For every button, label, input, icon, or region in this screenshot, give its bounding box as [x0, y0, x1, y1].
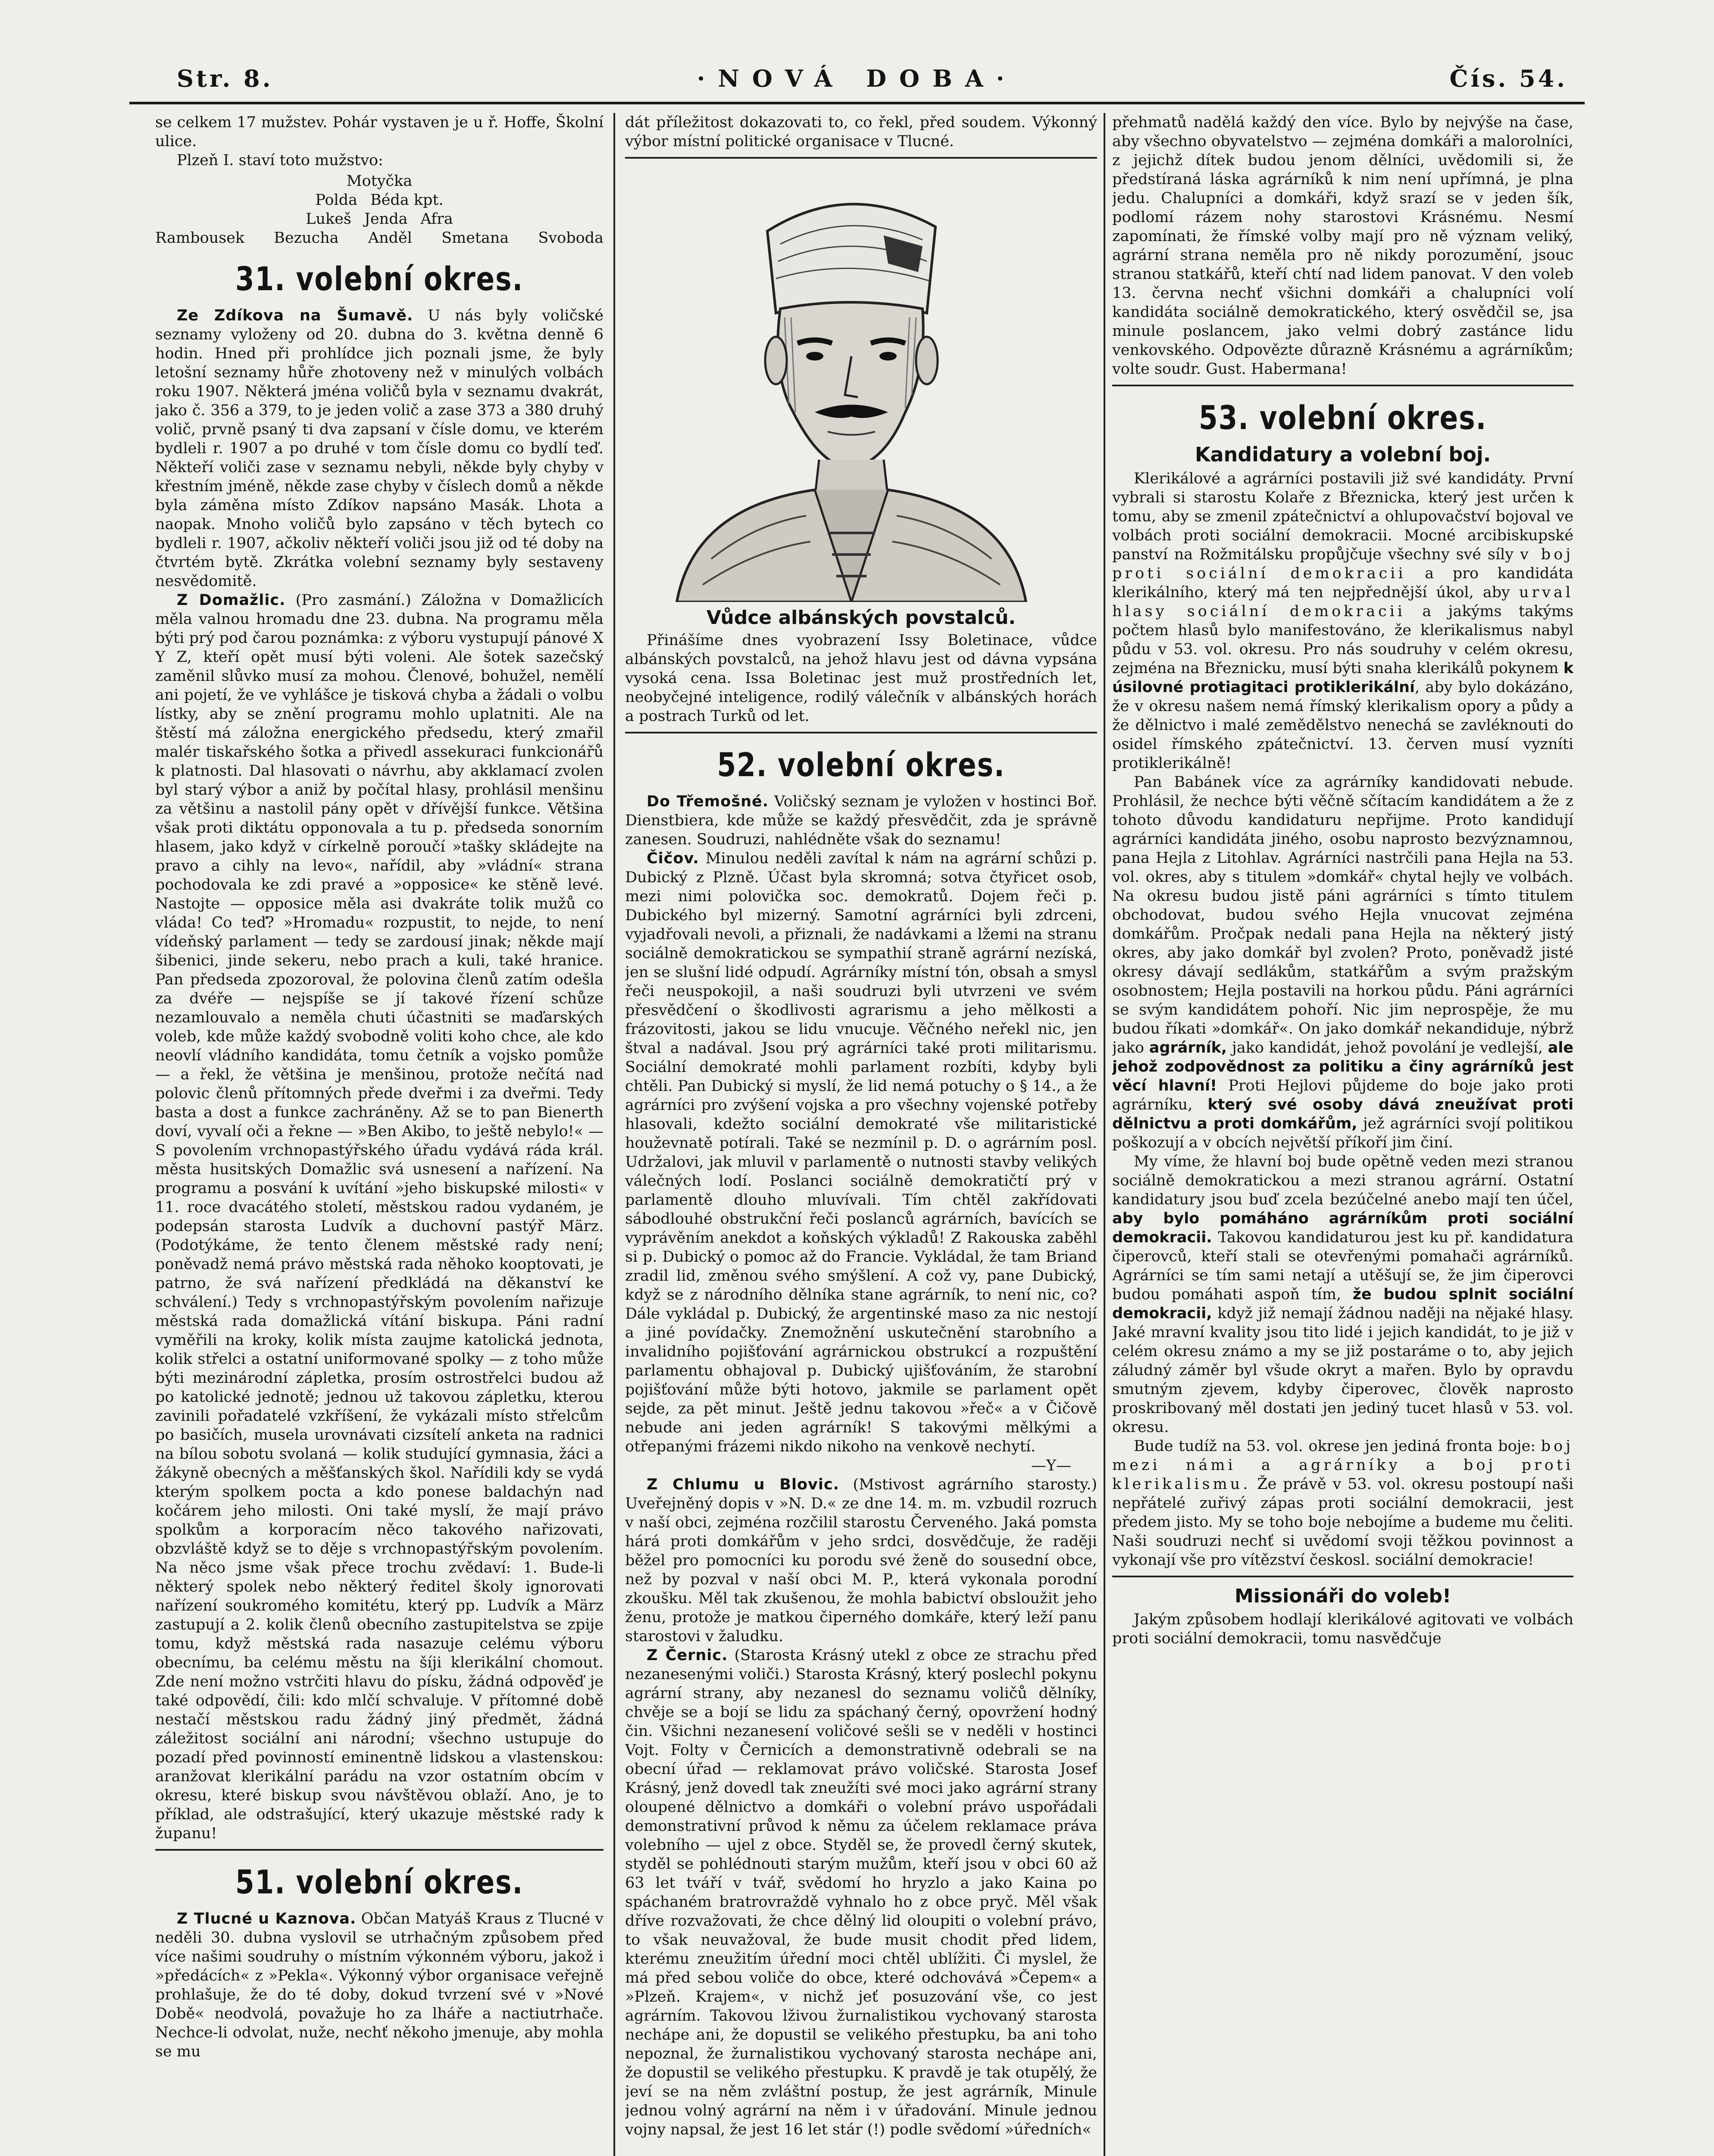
text: a jakýms takýms počtem hlasů bylo manifestováno, že klerikalismus nabyl půdu v 53. vol. okresu. Pro nás soudruhy v celém okresu, zejména na Březnicku, musí býti snaha klerikálů pokynem [1112, 603, 1573, 677]
column-2 [625, 113, 1097, 2156]
text: Že právě v 53. vol. okresu postoupí naši nepřátelé zuřivý zápas proti sociální demokracii, jest předem jisto. My se toho boje nebojíme a budeme mu čeliti. Naši soudruzi nechť si uvědomí svoji těžkou povinnost a vykonají vše pro vítězství českosl. sociální demokracie! [1112, 1476, 1573, 1569]
text: , aby bylo dokázáno, že v okresu našem nemá římský klerikalism opory a půdy a že dělnictvo i malé zemědělstvo nenechá se zavléknouti do osidel římského zpátečnictví. 13. červen musí vyzníti protiklerikálně! [1112, 679, 1573, 772]
article-text: Občan Matyáš Kraus z Tlucné v neděli 30. dubna vyslovil se utrhačným způsobem před více našimi soudruhy o místním výkonném výboru, jakož i »předácích« z »Pekla«. Výkonný výbor organisace veřejně prohlašuje, že do té doby, dokud tvrzení své v »Nové Době« neodvolá, považuje ho za lháře a nactiutrhače. Nechce-li odvolat, nuže, nechť někoho jmenuje, aby mohla se mu [155, 1910, 604, 2060]
article-paragraph [1112, 1152, 1573, 1437]
team-lineup [155, 172, 604, 248]
player: Béda kpt. [370, 191, 444, 209]
player: Jenda [364, 210, 408, 228]
player: Smetana [441, 229, 509, 247]
portrait-caption: Vůdce albánských povstalců. [706, 607, 1016, 629]
player: Afra [420, 210, 453, 228]
divider [1112, 1576, 1573, 1577]
divider [625, 732, 1097, 733]
dateline: Čičov. [647, 850, 699, 867]
dateline: Z Černic. [647, 1647, 728, 1664]
article-paragraph [1112, 773, 1573, 1152]
spaced-text: v boj proti sociální demokracii [1112, 546, 1573, 582]
dateline: Ze Zdíkova na Šumavě. [177, 307, 413, 324]
signature: —Y— [1031, 1457, 1071, 1474]
text: Proti Hejlovi půjdeme do boje jako proti agrárníku, [1112, 1077, 1573, 1113]
column-divider [1104, 113, 1105, 2156]
section-subheading: Kandidatury a volební boj. [1195, 443, 1491, 466]
text: když již nemají žádnou naději na nějaké hlasy. Jaké mravní kvality jsou tito lidé i jejich kandidát, to je již v celém okresu známo a my se již postaráme o to, aby jejich záludný záměr byl všude okryt a mařen. Bylo by opravdu smutným zjevem, kdyby čiperovec, člověk naprosto proskribovaný měl dostati jen jediný tucet hlasů v 53. vol. okresu. [1112, 1305, 1573, 1436]
dateline: Z Chlumu u Blovic. [647, 1476, 839, 1493]
header-rule [129, 102, 1585, 104]
football-intro: se celkem 17 mužstev. Pohár vystaven je u ř. Hoffe, Školní ulice. [155, 114, 604, 150]
article-text: přehmatů nadělá každý den více. Bylo by nejvýše na čase, aby všechno obyvatelstvo — zejména domkáři a malorolníci, z jejichž dítek budou jenom dělníci, uvědomili si, že předstíraná láska agrárníků k nim není upřímná, je plna jedu. Chalupníci a domkáři, když srazí se v jeden šík, podlomí rázem nohy starostovi Krásnému. Nesmí zapomínati, že římské volby mají pro ně význam veliký, agrární strana neměla pro ně nikdy porozumění, jsouc stranou statkářů, kteří chtí nad lidem panovat. V den voleb 13. června nechť všichni domkáři a chalupníci volí kandidáta sociálně demokratického, který osvědčil se, jsa minule poslancem, jako velmi dobrý zastánce lidu venkovského. Odpovězte důrazně Krásnému a agrárníkům; volte soudr. Gust. Habermana! [1112, 114, 1573, 378]
dateline: Do Třemošné. [647, 793, 769, 810]
text: a pro kandidáta klerikálního, který má ten nejpřednější úkol, aby [1112, 565, 1573, 601]
text: Pan Babánek více za agrárníky kandidovati nebude. Prohlásil, že nechce býti věčně sčítacím kandidátem a že z tohoto důvodu kandidaturu nepřijme. Proto kandidují agrárníci kandidáta jiného, osobu naprosto bezvýznamnou, pana Hejla z Litohlav. Agrárníci nastrčili pana Hejla na 53. vol. okres, aby s titulem »domkář« chytal hejly ve volbách. Na okresu budou jistě páni agrárníci s tímto titulem obchodovat, budou svého Hejla vnucovat zejména domkářům. Pročpak nedali pana Hejla na některý jistý okres, aby jako domkář byl zvolen? Proto, poněvadž jisté okresy dávají sedlákům, statkářům a svým pražským osobnostem; Hejla postavili na horkou půdu. Páni agrárníci se svým kandidátem pohoří. Nic jim neprospěje, že mu budou říkati »domkář«. On jako domkář nekandiduje, nýbrž jako [1112, 774, 1573, 1056]
article-text: U nás byly voličské seznamy vyloženy od 20. dubna do 3. května denně 6 hodin. Hned při prohlídce jich poznali jsme, že byly letošní seznamy hůře zhotoveny než v minulých volbách roku 1907. Některá jména voličů byla v seznamu dvakrát, jako č. 356 a 379, to je jeden volič a zase 373 a 380 druhý volič, prvně psaný ti dva zapsaní v čísle domu, ve kterém bydleli r. 1907 a po druhé v tom čísle domu co bydlí teď. Někteří voliči zase v seznamu nebyli, někde byly chyby v křestním jméně, někde zase chyby v číslech domů a někde byla záměna místo Zdíkov napsáno Masák. Lhota a naopak. Mnoho voličů bylo zapsáno v těch bytech co bydleli r. 1907, ačkoliv někteří voliči jsou již od té doby na čtvrtém bytě. Zkrátka volební seznamy byly sestaveny nesvědomitě. [155, 307, 604, 590]
column-divider [613, 113, 615, 2156]
player: Svoboda [538, 229, 604, 247]
bold-text: aby bylo pomáháno agrárníkům proti sociální demokracii. [1112, 1210, 1573, 1246]
page-number: Str. 8. [177, 65, 273, 92]
article-text: dát příležitost dokazovati to, co řekl, před soudem. Výkonný výbor místní politické organisace v Tlucné. [625, 114, 1097, 150]
bold-text: ale jehož zodpovědnost za politiku a činy agrárníků jest věcí hlavní! [1112, 1039, 1573, 1094]
bold-text: k úsilovné protiagitaci protiklerikální [1112, 660, 1573, 696]
player: Lukeš [306, 210, 351, 228]
bold-text: že budou splnit sociální demokracii, [1112, 1286, 1573, 1322]
divider [625, 157, 1097, 159]
article-heading: Missionáři do voleb! [1234, 1585, 1451, 1607]
section-heading-51: 51. volební okres. [235, 1863, 524, 1901]
player: Polda [315, 191, 358, 209]
divider [1112, 385, 1573, 386]
article-text: Jakým způsobem hodlají klerikálové agitovati ve volbách proti sociální demokracii, tomu nasvědčuje [1112, 1611, 1573, 1647]
section-heading-52: 52. volební okres. [717, 746, 1005, 784]
article-text: Voličský seznam je vyložen v hostinci Boř. Dienstbiera, kde může se každý přesvědčit, zda je správně zanesen. Soudruzi, nahlédněte však do seznamu! [625, 793, 1097, 848]
article-paragraph [1112, 469, 1573, 773]
article-text: (Pro zasmání.) Záložna v Domažlicích měla valnou hromadu dne 23. dubna. Na programu měla býti prý pod čarou poznámka: z výboru vystupují pánové X Y Z, kteří opět musí býti voleni. Ale šotek sazečský zaměnil slůvko musí za mohou. Členové, bohužel, nemělí ani pojetí, že ve vyhlášce je tisková chyba a žádali o volbu lístky, aby se znění programu mohlo uplatniti. Ale na štěstí má záložna energického předsedu, který zmařil malér tiskařského šotka a přivedl assekuraci funkcionářů k platnosti. Dal hlasovati o návrhu, aby akklamací zvolen byl starý výbor a aniž by počítal hlasy, prohlásil menšinu za většinu a nastolil pány opět v dřívější funkce. Většina však proti diktátu opponovala a tu p. předseda sonorním hlasem, jako když v církelně poroučí »tašky skládejte na pravo a cihly na levo«, nařídil, aby »vládní« strana pochodovala ke zdi pravé a »opposice« ke stěně levé. Nastojte — opposice měla asi dvakráte tolik mužů co vláda! Co teď? »Hromadu« rozpustit, to nejde, to není vídeňský parlament — tedy se zardousí jinak; někde mají šibenici, jinde sekeru, nebo prach a kuli, také hranice. Pan předseda zpozoroval, že polovina členů zatím odešla za dvéře — nejspíše se jí takové řízení schůze nezamlouvalo a neměla chuti účastniti se maďarských voleb, kde může každý svobodně voliti koho chce, ale kdo neovlí vládního kandidáta, tomu četník a vojsko pomůže — a řekl, že většina je menšinou, protože nečítá nad polovic členů přítomných přede dveřmi i za dveřmi. Tedy basta a dost a funkce zachráněny. Až se to pan Bienerth doví, vyvalí oči a řekne — »Ben Akibo, to ještě nebylo!« — S povolením vrchnopastýřského úřadu vydává ráda král. města husitských Domažlic svá usnesení a nařízení. Na programu a posvání k uvítání »jeho biskupské milosti« v 11. roce dvacátého století, městskou radou vydaném, je podepsán starosta Ludvík a duchovní pastýř März. (Podotýkáme, že tento členem městské rady není; poněvadž nemá právo městská rada něhoko kooptovati, je patrno, že svá nařízení předkládá na děkanství ke schválení.) Tedy s vrchnopastýřským povolením nařizuje městská rada domažlická vítání biskupa. Páni radní vyměřili na kroky, kolik místa zaujme katolická jednota, kolik střelci a ostatní uniformované spolky — z toho může býti mezinárodní zápletka, prosím ostrostřelci budou až po katolické jednotě; jednou už takovou zápletku, kterou zavinili pořadatelé vzkříšení, že vykázali místo střelcům po basičích, musela urovnávati cizsítelí anketa na radnici na bílou sobotu svolaná — kolik studující gymnasia, žáci a žákyně obecných a měšťanských škol. Nařídili kdy se vydá kterým spolkem pocta a kdo ponese baldachýn nad kočárem jeho milosti. Oni také myslí, že mají právo spolkům a korporacím něco takového nařizovati, obzvláště když se to děje s vrchnopastýřským povolením. Na něco jsme však přece trochu zvědaví: 1. Bude-li některý spolek nebo některý ředitel školy ignorovati nařízení soukromého komitétu, který pp. Ludvík a März zastupují a 2. kolik členů obecního zastupitelstva se zpije tomu, když městská rada nasazuje celému výboru obecnímu, ba celému městu na šíji klerikální chomout. Zde není možno vstrčiti hlavu do písku, žádná odpověď je také odpovědí, čili: kdo mlčí schvaluje. V přítomné době nestačí městskou radu žádný jiný předmět, žádná záležitost sociální ani národní; všechno ustupuje do pozadí před povinností eminentně lidskou a vlastenskou: aranžovat klerikální parádu na vzor ostatním obcím v okresu, které biskup svou návštěvou oblaží. Ano, je to příklad, ale odstrašující, který ukazuje městské rady k županu! [155, 592, 604, 1842]
plzen-team-intro: Plzeň I. staví toto mužstvo: [177, 152, 383, 169]
player: Bezucha [274, 229, 339, 247]
section-heading-53: 53. volební okres. [1198, 398, 1487, 437]
spaced-text: urval hlasy sociální demokracii [1112, 584, 1573, 620]
portrait-illustration [625, 171, 1078, 602]
dateline: Z Domažlic. [177, 592, 286, 609]
text: Klerikálové a agrárníci postavili již své kandidáty. První vybrali si starostu Kolaře z Březnicka, který jest určen k tomu, aby se zmenil zpátečnictví a ohlupovačství bojoval ve volbách proti sociální demokracii. Mocné arcibiskupské panství na Rožmitálsku propůjčuje všechny své síly [1112, 470, 1573, 563]
article-text: (Mstivost agrárního starosty.) Uveřejněný dopis v »N. D.« ze dne 14. m. m. vzbudil rozruch v naší obci, zejména rozčilil starostu Červeného. Jaká pomsta hárá proti domkářům v jeho srdci, dosvědčuje, že raději běžel pro pomocníci ku porodu své ženě do sousední obce, než by pozval v naší obci M. P., která vykonala porodní zkoušku. Měl tak zkušenou, že mohla babictví obsloužit jeho ženu, protože je matkou čiperného domkáře, který leží panu starostovi v žaludku. [625, 1476, 1097, 1645]
text: Takovou kandidaturou jest ku př. kandidatura čiperovců, kteří stali se otevřenými pomahači agrárníků. Agrárníci se tím sami netají a utěšují se, že jim čiperovci budou pomáhati aspoň tím, [1112, 1229, 1573, 1303]
newspaper-title: ·NOVÁ DOBA· [697, 65, 1017, 92]
dateline: Z Tlucné u Kaznova. [177, 1910, 357, 1927]
article-paragraph [1112, 1437, 1573, 1570]
divider [155, 1849, 604, 1851]
player: Anděl [368, 229, 412, 247]
caption-text: Přinášíme dnes vyobrazení Issy Boletinace, vůdce albánských povstalců, na jehož hlavu jest od dávna vypsána vysoká cena. Issa Boletinac jest muž prostředních let, neobyčejné inteligence, rodilý válečník v albánských horách a postrach Turků od let. [625, 632, 1097, 725]
page-header [129, 65, 1585, 99]
issue-number: Čís. 54. [1449, 65, 1567, 92]
bold-text: který své osoby dává zneužívat proti dělnictvu a proti domkářům, [1112, 1096, 1573, 1132]
column-1 [155, 113, 604, 2156]
section-heading-31: 31. volební okres. [235, 260, 524, 298]
bold-text: agrárník, [1149, 1039, 1227, 1056]
column-3 [1112, 113, 1573, 2156]
text: jež agrárníci svojí politikou poškozují a v obcích největší příkoří jim činí. [1112, 1115, 1573, 1151]
player: Rambousek [155, 229, 245, 247]
text: Bude tudíž na 53. vol. okrese jen jediná fronta boje: [1134, 1438, 1536, 1455]
spaced-text: boj mezi námi a agrárníky a boj proti klerikalismu. [1112, 1438, 1573, 1493]
article-text: Minulou neděli zavítal k nám na agrární schůzi p. Dubický z Plzně. Účast byla skromná; sotva čtyřicet osob, mezi nimi polovička soc. demokratů. Dojem řeči p. Dubického byl mizerný. Samotní agrárníci byli zdrceni, vyjadřovali nevoli, a přiznali, že nadávkami a lžemi na stranu sociálně demokratickou se sympathií straně agrární nezíská, jen se slušní lidé odpudí. Agrárníky místní tón, obsah a smysl řeči neuspokojil, a naši soudruzi byli utvrzeni ve svém přesvědčení o škodlivosti agrarismu a jeho mělkosti a frázovitosti, jakou se lidu vnucuje. Věčného neřekl nic, jen štval a nadával. Jsou prý agrárníci také proti militarismu. Sociální demokraté mohli parlament rozbíti, kdyby byli chtěli. Pan Dubický si myslí, že lid nemá potuchy o § 14., a že agrárníci pro zvýšení vojska a pro všechny vojenské potřeby hlasovali, kdežto sociální demokraté vše militaristické houževnatě potírali. Také se nezmínil p. D. o agrárním posl. Udržalovi, jak mluvil v parlamentě o nutnosti stavby velikých válečných lodí. Poslanci sociálně demokratičtí prý v parlamentě dlouho mluvívali. Tím chtěl zakřídovati sábodlouhé obstrukční řeči poslanců agrárních, bavících se vyprávěním anekdot a koňských výkladů! Z Rakouska zaběhl si p. Dubický o pomoc až do Francie. Vykládal, že tam Briand zradil lid, změnou svého smýšlení. A což vy, pane Dubický, když se z národního dělníka stane agrárník, to není nic, co? Dále vykládal p. Dubický, že argentinské maso za nic nestojí a jiné povídačky. Znemožnění uskutečnění starobního a invalidního pojišťování agrárnickou obstrukcí a rozpuštění parlamentu obhajoval p. Dubický ujišťováním, že starobní pojišťování může býti hotovo, jakmile se parlament opět sejde, za pět minut. Ještě jednu takovou »řeč« a v Čičově nebude ani jeden agrárník! S takovými mělkými a otřepanými frázemi nikdo nikoho na venkově nechytí. [625, 850, 1097, 1455]
player: Motyčka [346, 172, 413, 190]
text: jako kandidát, jehož povolání je vedlejší, [1232, 1039, 1543, 1056]
article-text: (Starosta Krásný utekl z obce ze strachu před nezanesenými voliči.) Starosta Krásný, který poslechl pokynu agrární strany, aby nezanesl do seznamu voličů dělníky, chvěje se a bojí se lidu za spáchaný černý, opovržení hodný čin. Všichni nezanesení voličové sešli se v neděli v hostinci Vojt. Folty v Černicích a demonstrativně odebrali se na obecní úřad — reklamovat právo voličské. Starosta Josef Krásný, jenž dovedl tak zneužíti své moci jako agrární strany oloupené dělnictvo a domkáři o volební právo uspořádali demonstrativní průvod k němu za účelem reklamace práva volebního — ujel z obce. Styděl se, že provedl černý skutek, styděl se pohlédnouti starým mužům, kteří jsou v obci 60 až 63 let tváří v tvář, svědomí ho hryzlo a jako Kaina po spáchaném bratrovraždě vyhnalo ho z obce pryč. Měl však dříve rozvažovati, že chce dělný lid oloupiti o volební právo, to však neuvažoval, že bude musit chodit před lidem, kterému zneužitím úřední moci chtěl ublížiti. Či myslel, že má před sebou voliče do obce, které odchovává »Čepem« a »Plzeň. Krajem«, v nichž jeť posuzování vše, co jest agrárním. Takovou lživou žurnalistikou vychovaný starosta nechápe ani, že dopustil se velikého přestupku, ba ani toho nepoznal, že žurnalistikou vychovaný starosta nechápe ani, že dopustil se velikého přestupku. K pravdě je tak otupělý, že jeví se na něm zvláštní postup, že jest agrárník, Minule jednou volný agrární na něm i v úřadování. Minule jednou vojny napsal, že jest 16 let stár (!) podle svědomí »úředních« [625, 1647, 1097, 2138]
text: My víme, že hlavní boj bude opětně veden mezi stranou sociálně demokratickou a mezi stranou agrární. Ostatní kandidatury jsou buď zcela bezúčelné anebo mají ten účel, [1112, 1153, 1573, 1208]
